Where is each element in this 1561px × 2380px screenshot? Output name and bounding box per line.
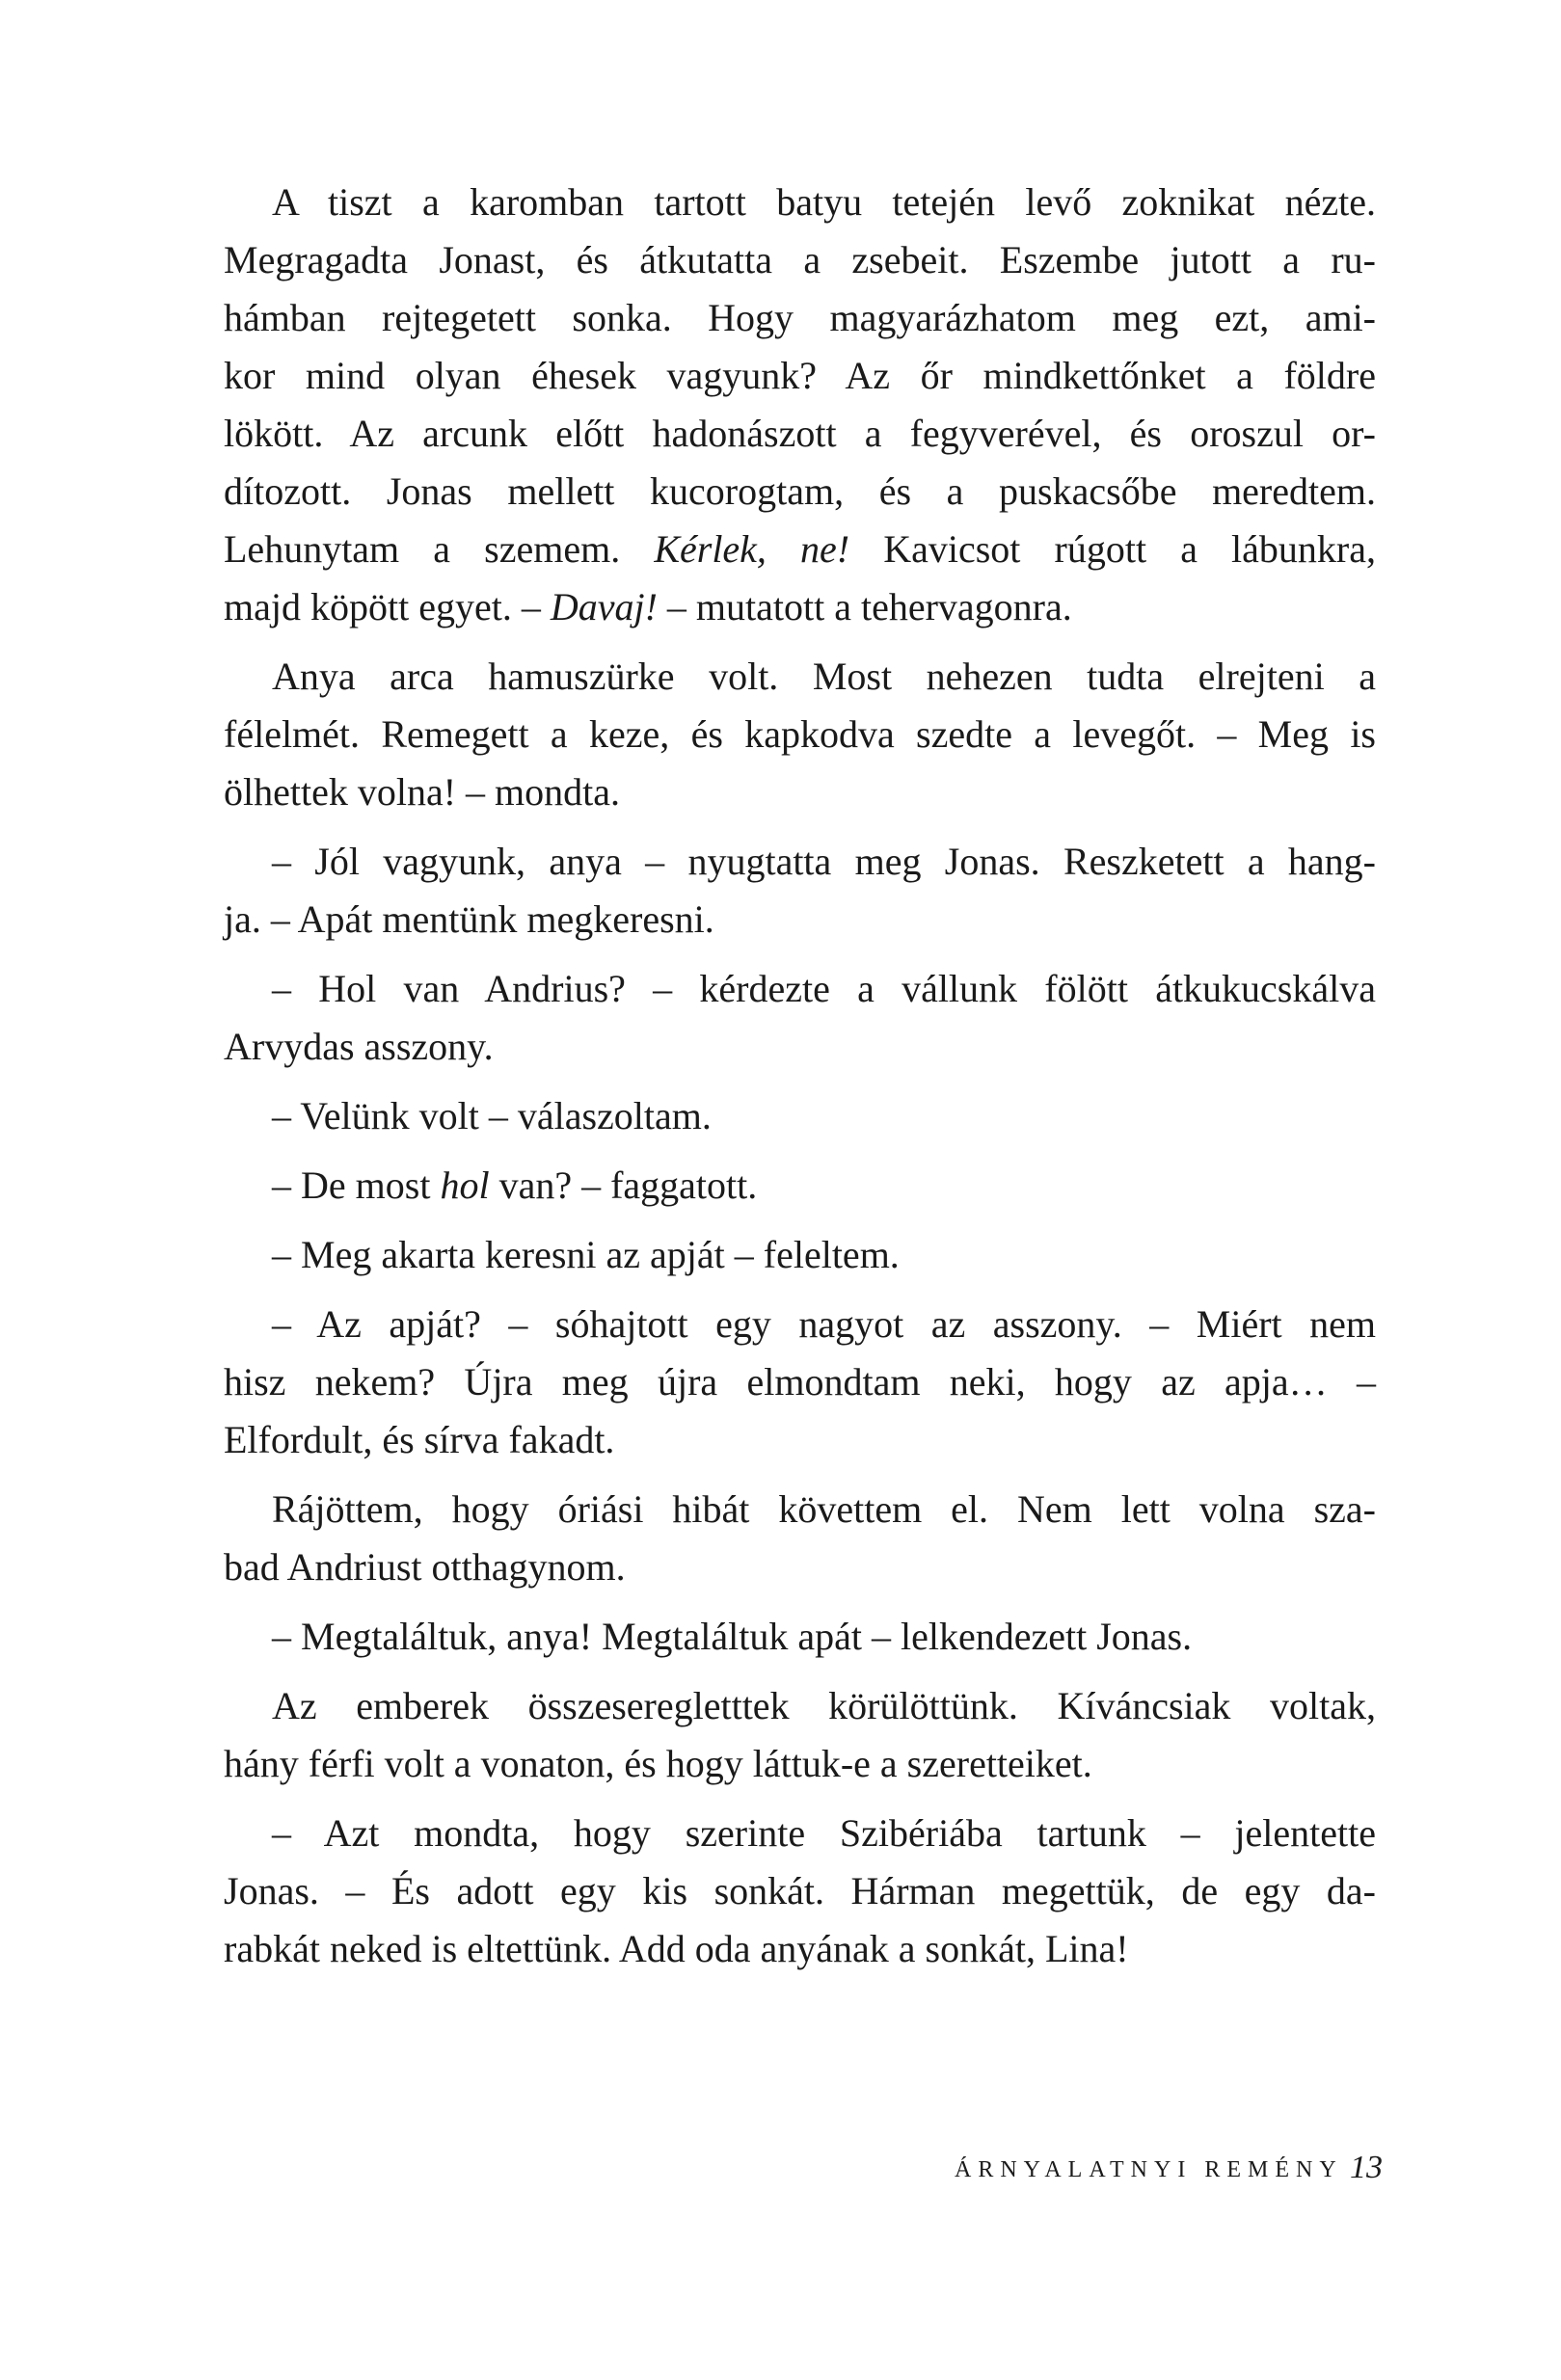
text-line: Az emberek összeseregletttek körülöttünk. Kíváncsiak voltak, (272, 1684, 1376, 1727)
text-line: Rájöttem, hogy óriási hibát követtem el. Nem lett volna sza- (272, 1487, 1376, 1531)
paragraph (224, 1157, 1376, 1215)
text-line: Anya arca hamuszürke volt. Most nehezen tudta elrejteni a (272, 655, 1376, 698)
text-line: kor mind olyan éhesek vagyunk? Az őr mindkettőnket a földre (224, 354, 1376, 397)
text-run: van? – faggatott. (489, 1163, 758, 1207)
paragraph (224, 1087, 1376, 1145)
text-line: – Jól vagyunk, anya – nyugtatta meg Jonas. Reszketett a hang- (272, 840, 1376, 883)
text-line: – Azt mondta, hogy szerinte Szibériába tartunk – jelentette (272, 1811, 1376, 1855)
paragraph (224, 1608, 1376, 1666)
text-run: Lehunytam a szemem. (224, 527, 655, 571)
text-run: Kavicsot rúgott a lábunkra, (849, 527, 1376, 571)
paragraph (224, 960, 1376, 1076)
text-column (224, 174, 1376, 1978)
paragraph (224, 174, 1376, 636)
paragraph (224, 1805, 1376, 1978)
text-line: Arvydas asszony. (224, 1025, 494, 1068)
text-line: hisz nekem? Újra meg újra elmondtam neki, hogy az apja… – (224, 1360, 1376, 1404)
text-line: – Az apját? – sóhajtott egy nagyot az asszony. – Miért nem (272, 1302, 1376, 1346)
text-line: Jonas. – És adott egy kis sonkát. Hárman megettük, de egy da- (224, 1869, 1376, 1912)
text-line: dítozott. Jonas mellett kucorogtam, és a puskacsőbe meredtem. (224, 469, 1376, 513)
text-run: majd köpött egyet. – (224, 585, 551, 628)
text-line: hány férfi volt a vonaton, és hogy láttuk-e a szeretteiket. (224, 1742, 1092, 1785)
italic-emphasis: hol (440, 1163, 490, 1207)
text-line: rabkát neked is eltettünk. Add oda anyának a sonkát, Lina! (224, 1927, 1129, 1970)
text-line: félelmét. Remegett a keze, és kapkodva szedte a levegőt. – Meg is (224, 712, 1376, 756)
paragraph (224, 1296, 1376, 1469)
text-line: ölhettek volna! – mondta. (224, 770, 621, 814)
text-line: ja. – Apát mentünk megkeresni. (224, 897, 714, 941)
text-line: Elfordult, és sírva fakadt. (224, 1418, 615, 1461)
paragraph (224, 1677, 1376, 1793)
text-line: bad Andriust otthagynom. (224, 1545, 626, 1589)
text-line: lökött. Az arcunk előtt hadonászott a fegyverével, és oroszul or- (224, 412, 1376, 455)
paragraph (224, 833, 1376, 949)
text-line (224, 521, 1376, 578)
text-line: hámban rejtegetett sonka. Hogy magyarázhatom meg ezt, ami- (224, 296, 1376, 339)
page-body (224, 174, 1376, 1978)
text-line (224, 1157, 1376, 1215)
italic-emphasis: Kérlek, ne! (654, 527, 850, 571)
paragraph (224, 648, 1376, 821)
text-line: – Velünk volt – válaszoltam. (272, 1094, 712, 1137)
text-line: – Megtaláltuk, anya! Megtaláltuk apát – lelkendezett Jonas. (272, 1615, 1193, 1658)
text-line: Megragadta Jonast, és átkutatta a zsebeit. Eszembe jutott a ru- (224, 238, 1376, 281)
paragraph (224, 1226, 1376, 1284)
text-run: – De most (272, 1163, 441, 1207)
text-line (224, 578, 1376, 636)
text-line: – Meg akarta keresni az apját – feleltem. (272, 1233, 900, 1276)
paragraph (224, 1481, 1376, 1596)
text-line: A tiszt a karomban tartott batyu tetején levő zoknikat nézte. (272, 180, 1376, 224)
page-number: 13 (1350, 2150, 1383, 2185)
italic-emphasis: Davaj! (550, 585, 658, 628)
running-title: ÁRNYALATNYI REMÉNY (955, 2157, 1343, 2182)
text-line: – Hol van Andrius? – kérdezte a vállunk fölött átkukucskálva (272, 967, 1376, 1010)
text-run: – mutatott a tehervagonra. (657, 585, 1072, 628)
